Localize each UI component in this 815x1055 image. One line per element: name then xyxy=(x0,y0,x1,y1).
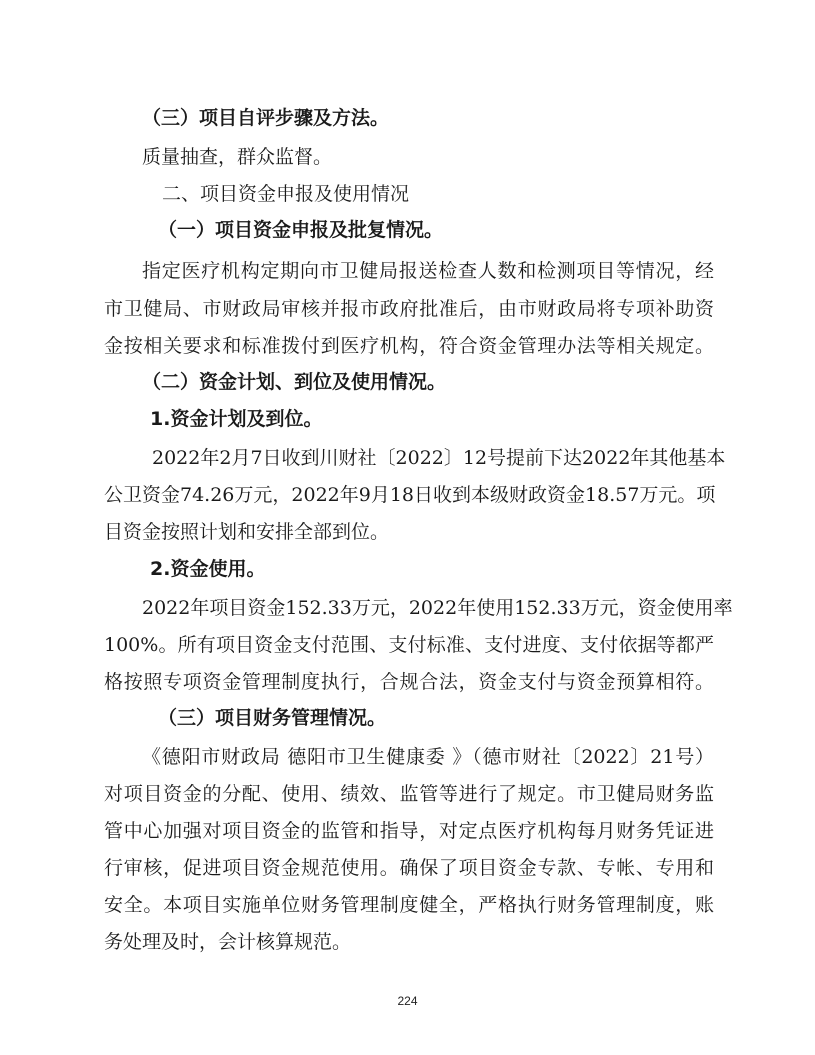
subheading-plan-arrival: 1.资金计划及到位。 xyxy=(150,408,323,430)
paragraph-line: 目资金按照计划和安排全部到位。 xyxy=(104,521,390,543)
paragraph-line: 格按照专项资金管理制度执行，合规合法，资金支付与资金预算相符。 xyxy=(104,671,714,693)
paragraph-line: 务处理及时，会计核算规范。 xyxy=(104,931,352,953)
heading-self-evaluation-steps: （三）项目自评步骤及方法。 xyxy=(142,107,390,129)
paragraph-line: 对项目资金的分配、使用、绩效、监管等进行了规定。市卫健局财务监 xyxy=(104,783,714,805)
paragraph-line: 2022年项目资金152.33万元，2022年使用152.33万元，资金使用率 xyxy=(142,597,733,619)
paragraph-line: 金按相关要求和标准拨付到医疗机构，符合资金管理办法等相关规定。 xyxy=(104,335,714,357)
paragraph-line: 管中心加强对项目资金的监管和指导，对定点医疗机构每月财务凭证进 xyxy=(104,820,714,842)
page-number: 224 xyxy=(397,994,418,1008)
paragraph-line: 公卫资金74.26万元，2022年9月18日收到本级财政资金18.57万元。项 xyxy=(104,484,716,506)
section-heading-funding: 二、项目资金申报及使用情况 xyxy=(162,183,410,205)
subheading-fund-usage: 2.资金使用。 xyxy=(150,558,266,580)
heading-fund-plan: （二）资金计划、到位及使用情况。 xyxy=(142,371,447,393)
paragraph-line: 100%。所有项目资金支付范围、支付标准、支付进度、支付依据等都严 xyxy=(104,634,714,656)
paragraph-line: 市卫健局、市财政局审核并报市政府批准后，由市财政局将专项补助资 xyxy=(104,298,714,320)
paragraph-line: 安全。本项目实施单位财务管理制度健全，严格执行财务管理制度，账 xyxy=(104,894,714,916)
paragraph-line: 《德阳市财政局 德阳市卫生健康委 》（德市财社〔2022〕21号） xyxy=(142,746,714,768)
paragraph-line: 行审核，促进项目资金规范使用。确保了项目资金专款、专帐、专用和 xyxy=(104,857,714,879)
paragraph-line: 质量抽查，群众监督。 xyxy=(142,146,333,168)
heading-financial-management: （三）项目财务管理情况。 xyxy=(158,707,387,729)
paragraph-line: 2022年2月7日收到川财社〔2022〕12号提前下达2022年其他基本 xyxy=(152,447,726,469)
paragraph-line: 指定医疗机构定期向市卫健局报送检查人数和检测项目等情况，经 xyxy=(142,260,714,282)
heading-application-approval: （一）项目资金申报及批复情况。 xyxy=(158,219,444,241)
